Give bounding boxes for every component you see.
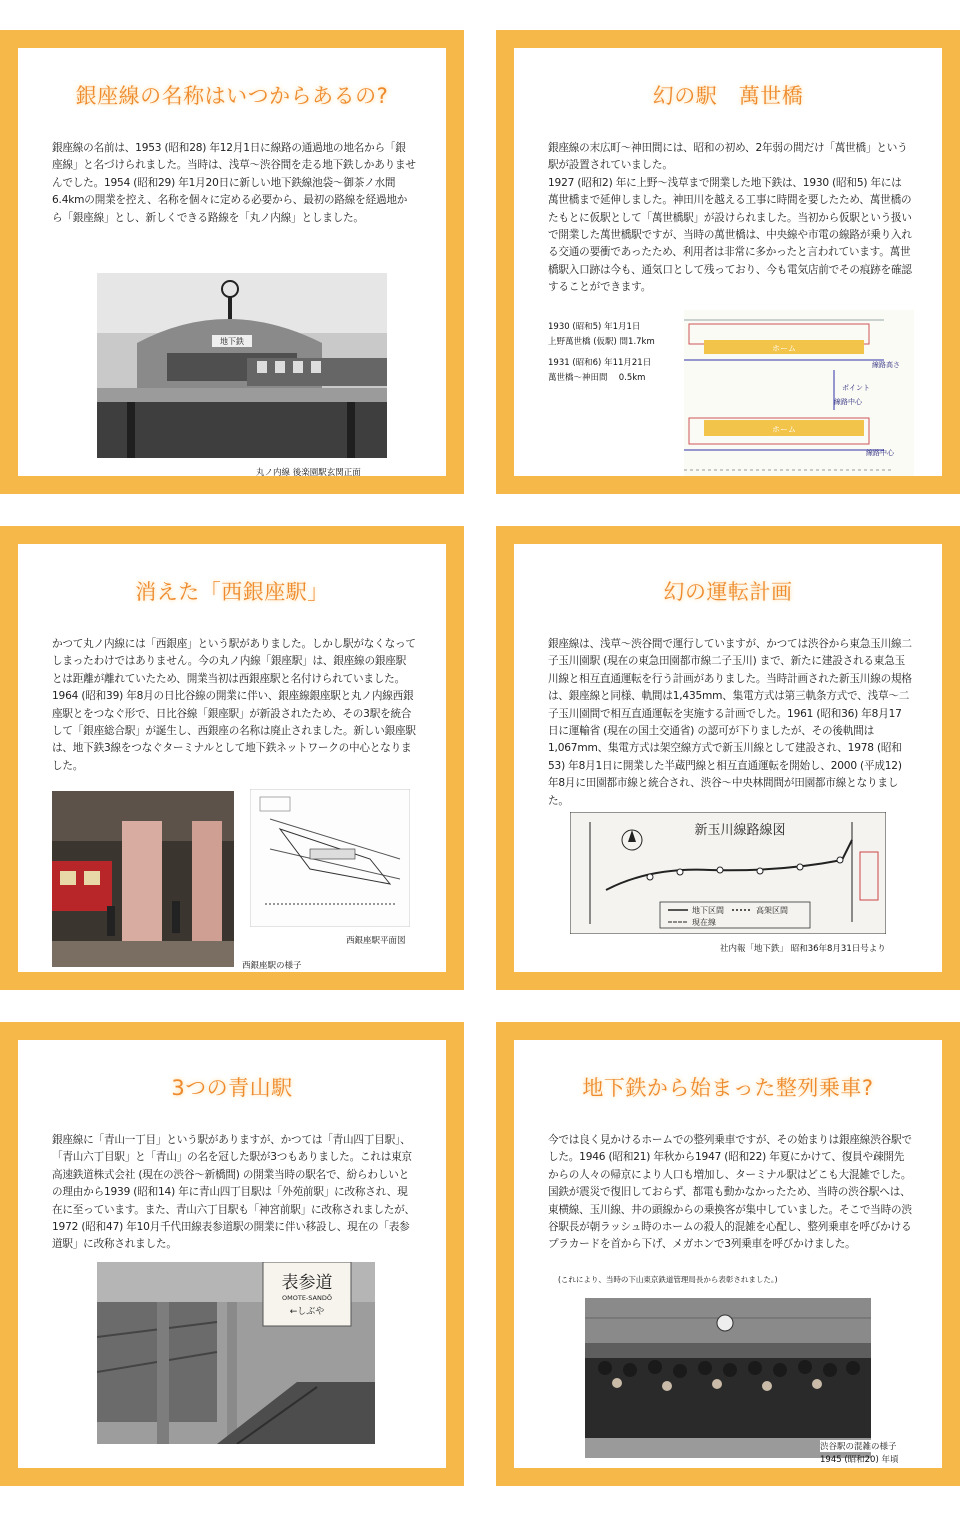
card-queue-boarding: [496, 1022, 960, 1486]
sign-main-text: 表参道: [281, 1273, 333, 1293]
map-caption: 社内報「地下鉄」 昭和36年8月31日号より: [720, 944, 886, 954]
card-inner: [514, 1040, 942, 1468]
korakuen-station-photo: [97, 273, 387, 458]
card-three-aoyama: [0, 1022, 464, 1486]
card-mansei-bashi: [496, 30, 960, 494]
card-inner: [18, 48, 446, 476]
timeline-note-1931: 1931 (昭和6) 年11月21日 萬世橋〜神田間 0.5km: [548, 358, 652, 383]
nishi-ginza-station-photo: [52, 791, 234, 967]
card-nishi-ginza: [0, 526, 464, 990]
card-inner: [514, 544, 942, 972]
photo-caption: 西銀座駅平面図: [346, 936, 406, 946]
omotesando-station-photo: [97, 1262, 375, 1444]
mansei-bashi-diagram: [684, 310, 914, 476]
card-body: かつて丸ノ内線には「西銀座」という駅がありました。しかし駅がなくなってしまったわけではありません。今の丸ノ内線「銀座駅」は、銀座線の銀座駅とは距離が離れていたため、開業当初は西銀座駅と名付けられていました。1964 (昭和39) 年8月の日比谷線の開業に伴い、銀座線銀座駅と丸ノ内線西銀座駅とをつなぐ形で、日比谷線「銀座駅」が新設されたため、その3駅を統合して「銀座総合駅」が誕生し、西銀座の名称は廃止されました。新しい銀座駅は、地下鉄3線をつなぐターミナルとして地下鉄ネットワークの中心となりました。: [52, 638, 416, 772]
card-title: 銀座線の名称はいつからあるの?: [75, 84, 389, 108]
diagram-label: 線路高さ: [872, 361, 900, 369]
card-inner: [18, 1040, 446, 1468]
timeline-note-1930: 1930 (昭和5) 年1月1日 上野萬世橋 (仮駅) 間1.7km: [548, 322, 655, 347]
map-legend: 地下区間: [692, 906, 724, 915]
card-body: 銀座線の末広町〜神田間には、昭和の初め、2年弱の間だけ「萬世橋」という駅が設置されていました。 1927 (昭和2) 年に上野〜浅草まで開業した地下鉄は、1930 (昭和5) 年には萬世橋まで延伸しました。神田川を越える工事に時間を要したため、萬世橋のたもとに仮駅として「萬世橋駅」が設けられました。当初から仮駅という扱いで開業した萬世橋駅ですが、当時の萬世橋は、中央線や市電の線路が乗り入れる交通の要衝であったため、利用者は非常に多かったと言われています。萬世橋駅入口跡は今も、通気口として残っており、今も電気店前でその痕跡を確認することができます。: [548, 142, 912, 294]
nishi-ginza-floor-plan: [250, 789, 410, 927]
card-inner: [18, 544, 446, 972]
shibuya-crowd-photo: [585, 1298, 871, 1458]
photo-caption: 丸ノ内線 後楽園駅玄関正面: [256, 468, 361, 476]
card-title: 幻の駅 萬世橋: [652, 84, 804, 108]
photo-caption: 渋谷駅の混雑の様子: [820, 1442, 897, 1452]
card-body: 今では良く見かけるホームでの整列乗車ですが、その始まりは銀座線渋谷駅でした。1946 (昭和21) 年秋から1947 (昭和22) 年夏にかけて、復員や疎開先からの人々の帰京により人口も増加し、ターミナル駅はどこも大混雑でした。国鉄が震災で復旧しておらず、都電も動かなかったため、当時の渋谷駅へは、東横線、玉川線、井の頭線からの乗換客が集中していました。そこで当時の渋谷駅長が朝ラッシュ時のホームの殺人的混雑を心配し、整列乗車を呼びかけるプラカードを首から下げ、メガホンで3列乗車を呼びかけました。: [548, 1134, 912, 1251]
card-phantom-plan: [496, 526, 960, 990]
card-body: 銀座線は、浅草〜渋谷間で運行していますが、かつては渋谷から東急玉川線二子玉川園駅 (現在の東急田園都市線二子玉川) まで、新たに建設される東急玉川線と相互直通運転を行う計画がありました。当時計画された新玉川線の規格は、銀座線と同様、軌間は1,435mm、集電方式は第三軌条方式で、浅草〜二子玉川園間で相互直通運転を実施する計画でした。1961 (昭和36) 年8月17日に運輸省 (現在の国土交通省) の認可が下りましたが、その後軌間は1,067mm、集電方式は架空線方式で新玉川線として建設され、1978 (昭和53) 年8月1日に開業した半蔵門線と相互直通運転を開始し、2000 (平成12) 年8月に田園都市線と統合され、渋谷〜中央林間間が田園都市線となりました。: [548, 638, 912, 807]
shin-tamagawa-route-map: [570, 812, 886, 934]
station-sign-text: 地下鉄: [220, 337, 244, 346]
card-title: 地下鉄から始まった整列乗車?: [582, 1076, 874, 1100]
sign-roman-text: OMOTE-SANDŌ: [282, 1294, 332, 1302]
diagram-label: ポイント: [842, 384, 870, 392]
card-ginza-line-name: [0, 30, 464, 494]
card-title: 消えた「西銀座駅」: [135, 580, 329, 604]
diagram-home-label: ホーム: [772, 344, 796, 353]
map-legend: 高架区間: [756, 906, 788, 915]
map-legend: 現在線: [692, 918, 716, 927]
photo-caption: 西銀座駅の様子: [242, 961, 302, 971]
card-body: 銀座線の名前は、1953 (昭和28) 年12月1日に線路の通過地の地名から「銀座線」と名づけられました。当時は、浅草〜渋谷間を走る地下鉄しかありませんでした。1954 (昭和29) 年1月20日に新しい地下鉄線池袋〜御茶ノ水間6.4kmの開業を控え、名称を個々に定める必要から、最初の路線を経過地から「銀座線」とし、新しくできる路線を「丸ノ内線」としました。: [52, 142, 416, 224]
photo-caption: 1945 (昭和20) 年頃: [820, 1455, 899, 1465]
award-note: (これにより、当時の下山東京鉄道管理局長から表彰されました。): [558, 1275, 778, 1284]
card-body: 銀座線に「青山一丁目」という駅がありますが、かつては「青山四丁目駅」、「青山六丁目駅」と「青山」の名を冠した駅が3つもありました。これは東京高速鉄道株式会社 (現在の渋谷〜新橋間) の開業当時の駅名で、紛らわしいとの理由から1939 (昭和14) 年に青山四丁目駅は「外苑前駅」に改称され、現在に至っています。また、青山六丁目駅も「神宮前駅」に改称されましたが、1972 (昭和47) 年10月千代田線表参道駅の開業に伴い移設し、現在の「表参道駅」に改称されました。: [52, 1134, 415, 1251]
card-inner: [514, 48, 942, 476]
diagram-home-label: ホーム: [772, 425, 796, 434]
map-title: 新玉川線路線図: [694, 823, 786, 838]
sign-direction-text: ←しぶや: [289, 1307, 325, 1317]
card-title: 3つの青山駅: [171, 1076, 293, 1100]
diagram-label: 線路中心: [834, 398, 862, 406]
card-title: 幻の運転計画: [663, 580, 793, 604]
diagram-label: 線路中心: [866, 449, 894, 457]
